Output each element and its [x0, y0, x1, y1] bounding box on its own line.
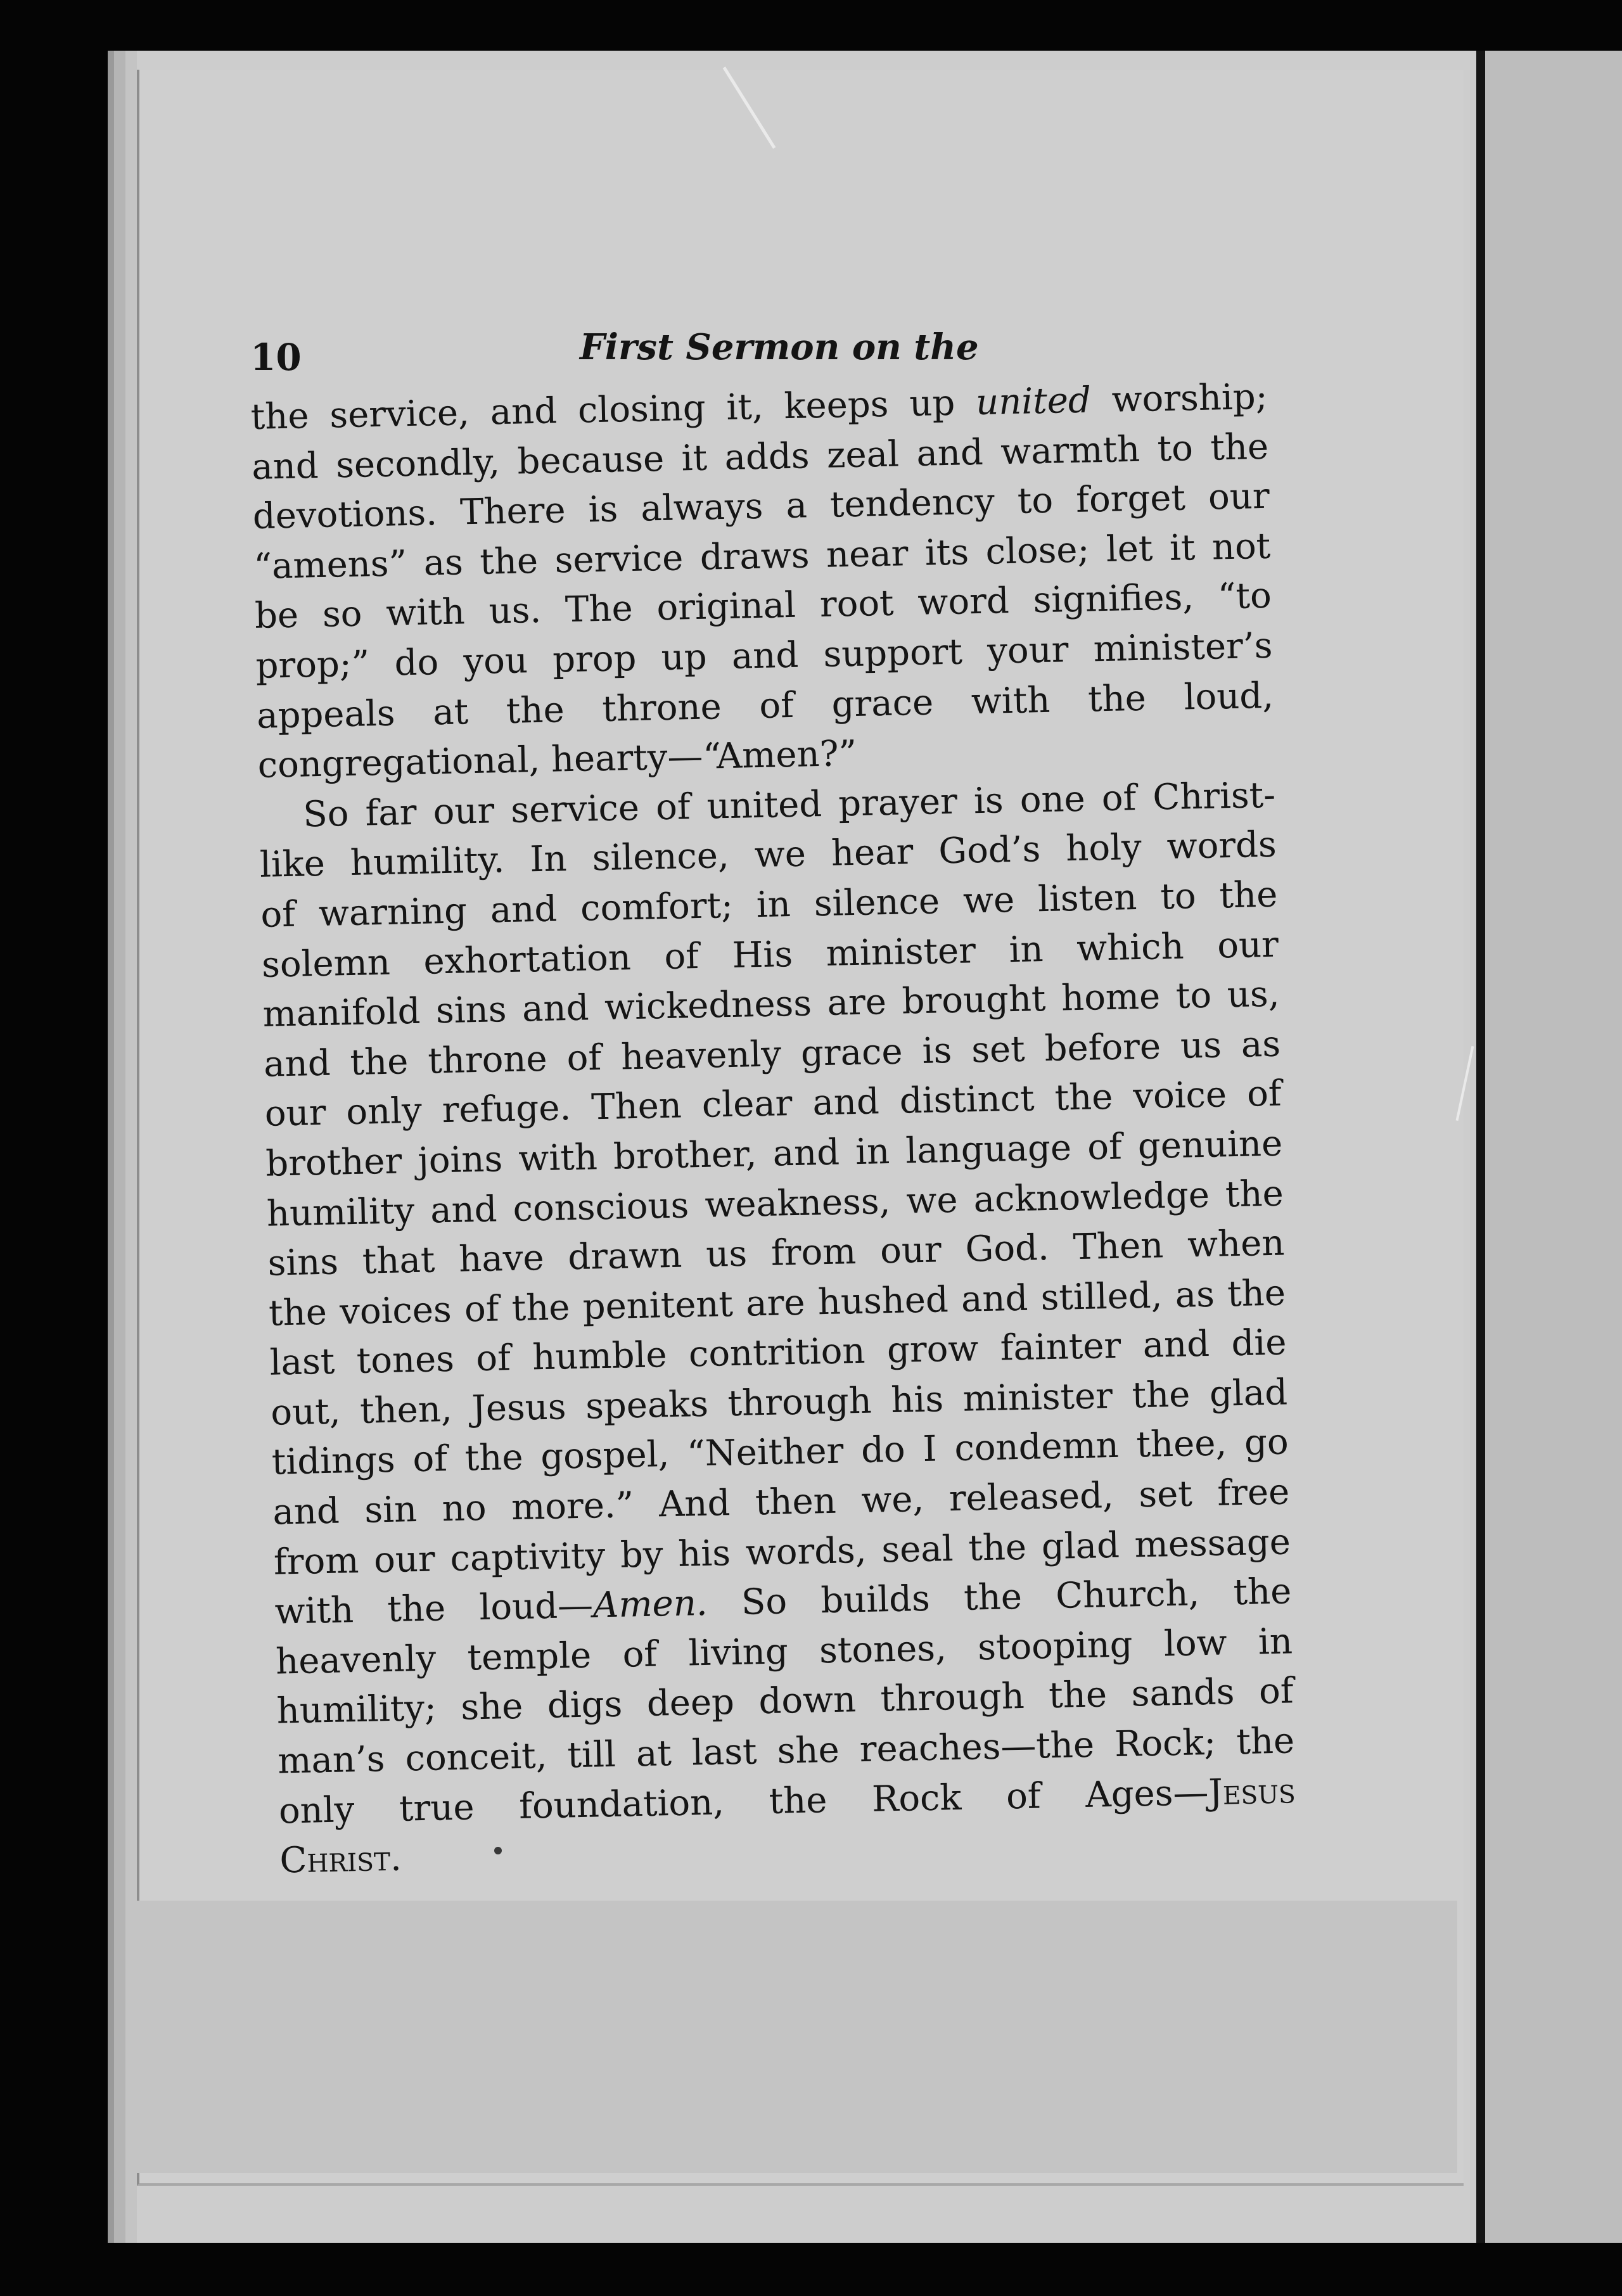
text-line: the voices of the penitent are hushed and stilled, as the [268, 1272, 1286, 1334]
text-line: brother joins with brother, and in language of genuine [265, 1123, 1283, 1185]
text-line: with the loud—Amen. So builds the Church, the [274, 1571, 1292, 1633]
text-line: like humility. In silence, we hear God’s holy words [259, 824, 1277, 886]
text-line: sins that have drawn us from our God. Then when [267, 1222, 1285, 1284]
page-bottom-shadow [133, 1901, 1457, 2173]
emphasis-united: united [975, 379, 1092, 424]
text-line: and sin no more.” And then we, released, set free [272, 1471, 1290, 1533]
text-line: and the throne of heavenly grace is set before us as [263, 1023, 1281, 1085]
sermon-text [250, 373, 1298, 1926]
text-line: appeals at the throne of grace with the loud, [256, 675, 1274, 737]
text-line: from our captivity by his words, seal the glad message [273, 1521, 1291, 1583]
text-line: of warning and comfort; in silence we listen to the [260, 874, 1278, 936]
text-line: solemn exhortation of His minister in which our [261, 924, 1279, 986]
text-line: humility; she digs deep down through the sands of [276, 1670, 1294, 1733]
text-line: congregational, hearty—“Amen?” [257, 733, 857, 787]
text-line: prop;” do you prop up and support your minister’s [255, 625, 1273, 687]
text-line: last tones of humble contrition grow fainter and die [269, 1322, 1287, 1384]
text-line: devotions. There is always a tendency to forget our [252, 475, 1270, 538]
emphasis-amen: Amen. [592, 1583, 708, 1626]
text-line: the service, and closing it, keeps up united worship; [250, 376, 1268, 438]
text-line: tidings of the gospel, “Neither do I condemn thee, go [271, 1421, 1289, 1484]
name-jesus: Jesus [1208, 1770, 1296, 1813]
text-line: only true foundation, the Rock of Ages—Jesus [278, 1770, 1296, 1832]
running-header [250, 320, 1251, 377]
text-line: be so with us. The original root word signifies, “to [254, 575, 1272, 637]
running-title: First Sermon on the [580, 326, 979, 368]
text-line: and secondly, because it adds zeal and warmth to the [251, 426, 1269, 488]
text-line: manifold sins and wickedness are brought home to us, [262, 973, 1280, 1035]
page-number: 10 [250, 336, 302, 379]
text-line: out, then, Jesus speaks through his minister the glad [270, 1372, 1288, 1434]
paragraph-start-line: So far our service of united prayer is one of Christ- [302, 774, 1276, 836]
text-line: “amens” as the service draws near its close; let it not [253, 525, 1271, 587]
name-christ: Christ. [279, 1837, 402, 1882]
text-line: man’s conceit, till at last she reaches—the Rock; the [277, 1720, 1295, 1782]
text-line: humility and conscious weakness, we acknowledge the [266, 1173, 1284, 1235]
adjacent-page-edge [1476, 51, 1622, 2243]
text-line: heavenly temple of living stones, stooping low in [275, 1621, 1293, 1683]
text-line: our only refuge. Then clear and distinct the voice of [264, 1073, 1282, 1135]
